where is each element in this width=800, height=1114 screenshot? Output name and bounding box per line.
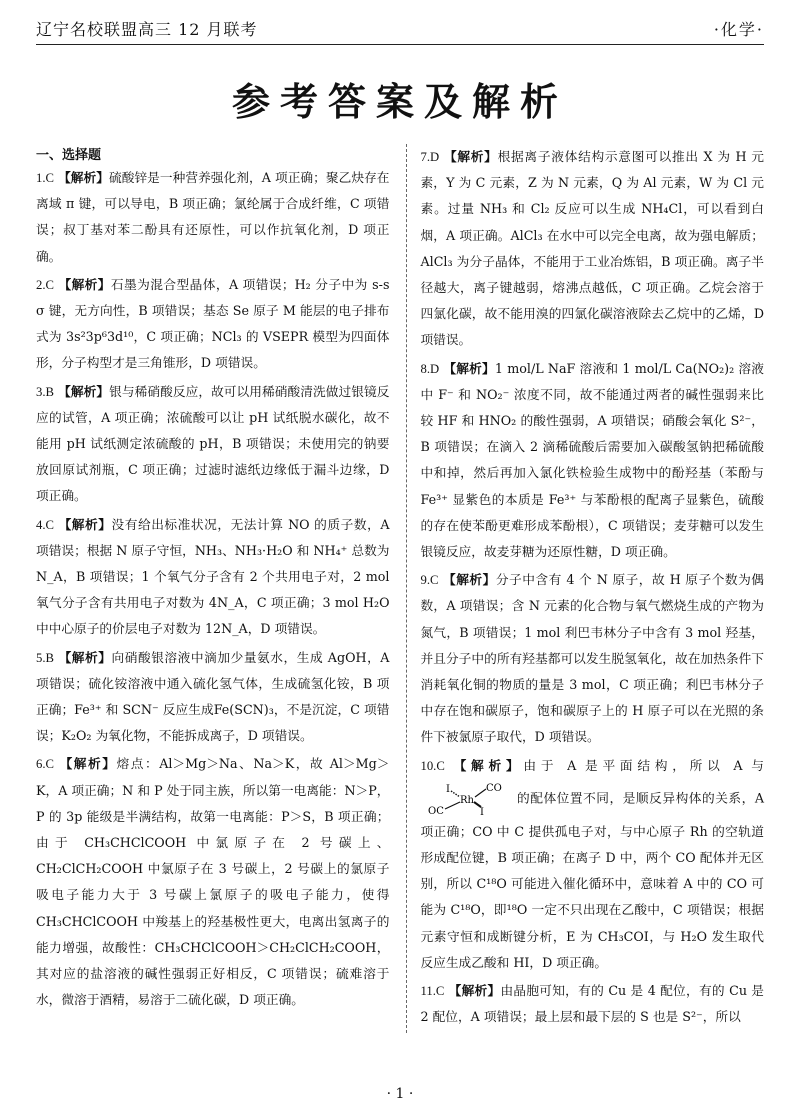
page-header <box>36 10 764 40</box>
answer-number: 6.C <box>36 757 54 772</box>
answer-number: 5.B <box>36 650 54 665</box>
answer-number: 3.B <box>36 384 54 399</box>
answer-text: 银与稀硝酸反应，故可以用稀硝酸清洗做过银镜反应的试管，A 项正确；浓硫酸可以让 pH 试纸脱水碳化，故不能用 pH 试纸测定浓硫酸的 pH，B 项错误；未使用完的钠要放回原试剂瓶，C 项正确；过滤时滤纸边缘低于漏斗边缘，D 项正确。 <box>36 383 390 504</box>
answer-item-8 <box>420 356 764 566</box>
bond-rh-co <box>475 789 486 797</box>
answer-number: 10.C <box>420 758 445 773</box>
answer-text: 根据离子液体结构示意图可以推出 X 为 H 元素，Y 为 C 元素，Z 为 N 元素，Q 为 Al 元素，W 为 Cl 元素。过量 NH₃ 和 Cl₂ 反应可以生成 NH₄Cl，可以看到白烟，A 项正确。AlCl₃ 在水中可以完全电离，故为强电解质；AlCl₃ 为分子晶体，不能用于工业冶炼铝，B 项正确。离子半径越大，离子键越弱，熔沸点越低，C 项正确。乙烷会溶于四氯化碳，故不能用溴的四氯化碳溶液除去乙烷中的乙烯，D 项错误。 <box>420 149 764 348</box>
answer-item-3 <box>36 379 389 510</box>
header-subject: ·化学· <box>713 20 764 39</box>
analysis-tag: 【解析】 <box>58 170 109 185</box>
analysis-tag: 【解析】 <box>443 360 495 376</box>
header-exam-name: 辽宁名校联盟高三 12 月联考 <box>36 20 258 39</box>
bond-rh-i-top <box>451 791 460 797</box>
answer-text: 分子中含有 4 个 N 原子，故 H 原子个数为偶数，A 项错误；含 N 元素的化合物与氧气燃烧生成的产物为氮气，B 项错误；1 mol 利巴韦林分子中含有 3 mol 羟基，并且分子中的所有羟基都可以发生脱氢氧化，故在加热条件下消耗氧化铜的物质的量是 3 mol，C 项正确；利巴韦林分子中存在饱和碳原子，饱和碳原子上的 H 原子可以在光照的条件下被氯原子取代，D 项错误。 <box>420 572 764 745</box>
answer-item-5 <box>36 645 389 750</box>
answer-text: 没有给出标准状况，无法计算 NO 的质子数，A 项错误；根据 N 原子守恒，NH₃、NH₃·H₂O 和 NH₄⁺ 总数为 N_A，B 项错误；1 个氧气分子含有 2 个共用电子对，2 mol 氧气分子含有共用电子对数为 4N_A，C 项正确；3 mol H₂O 中中心原子的价层电子对数为 12N_A，D 项错误。 <box>36 516 390 637</box>
answer-item-7 <box>420 144 764 354</box>
answer-item-6 <box>36 751 389 1013</box>
struct-label-co: CO <box>486 782 503 794</box>
answer-text: 向硝酸银溶液中滴加少量氨水，生成 AgOH，A 项错误；硫化铵溶液中通入硫化氢气体，生成硫氢化铵，B 项正确；Fe³⁺ 和 SCN⁻ 反应生成Fe(SCN)₃，不是沉淀，C 项错误；K₂O₂ 为氧化物，不能拆成离子，D 项错误。 <box>36 649 390 744</box>
answer-number: 1.C <box>36 171 54 185</box>
left-column <box>36 144 389 1033</box>
bond-rh-oc <box>445 802 460 809</box>
analysis-tag: 【解析】 <box>443 149 498 164</box>
page-title: 参考答案及解析 <box>231 80 568 124</box>
answer-item-9 <box>420 567 764 750</box>
struct-label-oc: OC <box>428 805 445 817</box>
analysis-tag: 【解析】 <box>58 383 110 399</box>
answer-text-lead: 由于 A 是平面结构，所以 A 与 <box>523 757 764 773</box>
answer-text: 硫酸锌是一种营养强化剂，A 项正确；聚乙炔存在离域 π 键，可以导电，B 项正确；氯纶属于合成纤维，C 项错误；叔丁基对苯二酚具有还原性，可以作抗氧化剂，D 项正确。 <box>36 170 390 264</box>
analysis-tag: 【解析】 <box>453 757 524 773</box>
struct-label-rh: Rh <box>460 794 475 806</box>
answer-number: 7.D <box>420 150 440 164</box>
analysis-tag: 【解析】 <box>58 516 112 532</box>
two-column-body <box>36 144 764 1033</box>
analysis-tag: 【解析】 <box>58 276 111 292</box>
answer-text: 石墨为混合型晶体，A 项错误；H₂ 分子中为 s-s σ 键，无方向性，B 项错误；基态 Se 原子 M 能层的电子排布式为 3s²3p⁶3d¹⁰，C 项正确；NCl₃ 的 VSEPR 模型为四面体形，分子构型才是三角锥形，D 项错误。 <box>36 276 390 371</box>
answer-number: 11.C <box>420 984 445 999</box>
answer-text: 熔点：Al＞Mg＞Na、Na＞K，故 Al＞Mg＞K，A 项正确；N 和 P 处于同主族，所以第一电离能：N＞P，P 的 3p 能级是半满结构，故第一电离能：P＞S，B 项正确；由于 CH₃CHClCOOH 中氯原子在 2 号碳上、CH₂ClCH₂COOH 中氯原子在 3 号碳上，2 号碳上的氯原子吸电子能力大于 3 号碳上氯原子的吸电子能力，使得 CH₃CHClCOOH 中羧基上的羟基极性更大，电离出氢离子的能力增强，故酸性：CH₃CHClCOOH＞CH₂ClCH₂COOH，其对应的盐溶液的碱性强弱正好相反，C 项错误；硫难溶于水，微溶于酒精，易溶于二硫化碳，D 项正确。 <box>36 756 390 1008</box>
answer-number: 8.D <box>420 361 440 376</box>
answer-item-10 <box>420 753 764 976</box>
answer-number: 9.C <box>420 573 439 588</box>
analysis-tag: 【解析】 <box>59 756 117 772</box>
answer-number: 2.C <box>36 277 54 292</box>
page-number: · 1 · <box>386 1086 414 1102</box>
struct-label-i-bottom: I <box>480 806 485 818</box>
bond-rh-i-bottom <box>474 802 481 807</box>
answer-text: 1 mol/L NaF 溶液和 1 mol/L Ca(NO₂)₂ 溶液中 F⁻ 和 NO₂⁻ 浓度不同，故不能通过两者的碱性强弱来比较 HF 和 HNO₂ 的酸性强弱，A 项错误；硝酸会氧化 S²⁻，B 项错误；在滴入 2 滴稀硫酸后需要加入碳酸氢钠把稀硫酸中和掉，然后再加入氯化铁检验生成物中的酚羟基（苯酚与 Fe³⁺ 显紫色的本质是 Fe³⁺ 与苯酚根的配离子显紫色，硫酸的存在使苯酚更难形成苯酚根），C 项错误；麦芽糖可以发生银镜反应，故麦芽糖为还原性糖，D 项正确。 <box>420 360 764 560</box>
answer-text: 由晶胞可知，有的 Cu 是 4 配位，有的 Cu 是 2 配位，A 项错误；最上层和最下层的 S 也是 S²⁻，所以 <box>420 983 764 1025</box>
analysis-tag: 【解析】 <box>443 572 496 588</box>
answer-text: 的配体位置不同，是顺反异构体的关系，A 项正确；CO 中 C 提供孤电子对，与中心原子 Rh 的空轨道形成配位键，B 项正确；在离子 D 中，两个 CO 配体并无区别，所以 C¹⁸O 可能进入催化循环中，意味着 A 中的 CO 可能为 C¹⁸O，即¹⁸O 一定不只出现在乙酸中，C 项错误；根据元素守恒和成断键分析，E 为 CH₃COI，与 H₂O 发生取代反应生成乙酸和 HI，D 项正确。 <box>420 790 764 970</box>
answer-item-11 <box>420 978 764 1030</box>
header-rule <box>36 44 764 45</box>
answer-item-2 <box>36 272 389 377</box>
answer-item-4 <box>36 512 389 643</box>
section-heading: 一、选择题 <box>36 148 102 163</box>
rhodium-complex-structure <box>420 779 512 819</box>
struct-label-i-top: I <box>446 783 451 795</box>
right-column <box>406 144 764 1033</box>
answer-item-1 <box>36 165 389 270</box>
answer-number: 4.C <box>36 517 54 532</box>
analysis-tag: 【解析】 <box>448 983 501 999</box>
analysis-tag: 【解析】 <box>58 649 112 665</box>
